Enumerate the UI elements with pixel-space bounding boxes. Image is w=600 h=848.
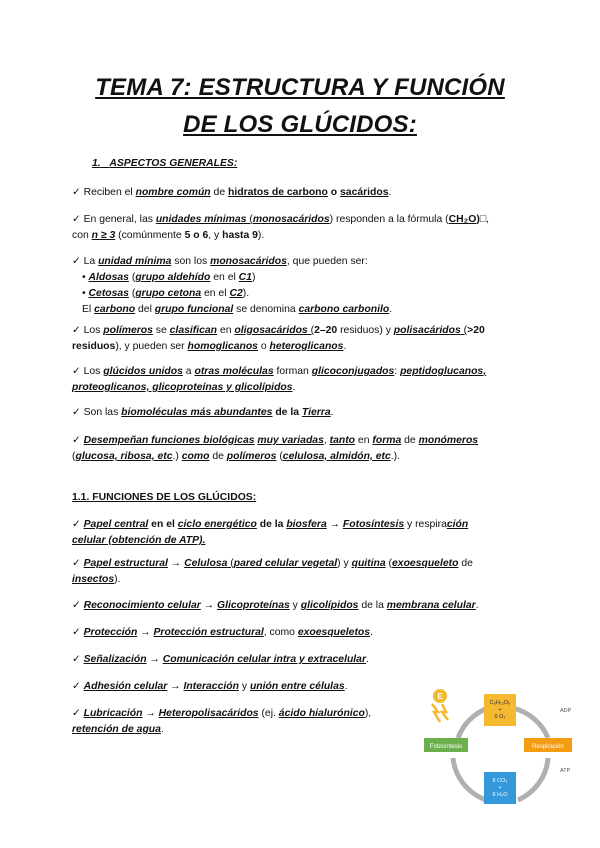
adp-label: ADP (560, 708, 572, 714)
arrow-icon: → (146, 654, 163, 665)
formula: CH₂O (448, 214, 477, 225)
section-number: 1. (92, 158, 101, 169)
function-lubricacion (72, 706, 412, 738)
term: Lubricación (83, 708, 143, 719)
text: . (389, 304, 393, 315)
paragraph-polimeros (72, 323, 542, 355)
energy-cycle-diagram (418, 688, 580, 834)
text: de (401, 435, 419, 446)
page-title-line-1: TEMA 7: ESTRUCTURA Y FUNCIÓN (95, 74, 505, 101)
text: ( (128, 288, 136, 299)
term: insectos (72, 574, 115, 585)
text: de la (358, 600, 387, 611)
term: tanto (329, 435, 356, 446)
term: Reconocimiento celular (83, 600, 201, 611)
text: de (458, 558, 473, 569)
check-icon: ✓ (72, 627, 81, 638)
term: biomoléculas más abundantes (121, 407, 273, 418)
term: exoesqueleto (392, 558, 459, 569)
function-reconocimiento (72, 598, 542, 614)
text: El (82, 304, 95, 315)
carbonilo-line (72, 302, 542, 318)
term: biosfera (286, 519, 327, 530)
respiration-label: Respiración (532, 744, 564, 750)
text: , y (208, 230, 223, 241)
bullet-icon: • (82, 288, 89, 299)
text: con (72, 230, 92, 241)
term: Tierra (301, 407, 331, 418)
photosynthesis-box (424, 738, 468, 752)
text: , como (263, 627, 298, 638)
term: Heteropolisacáridos (158, 708, 259, 719)
text: ( (307, 325, 315, 336)
term: grupo cetona (135, 288, 202, 299)
text: y (289, 600, 301, 611)
term: Señalización (83, 654, 147, 665)
term: Papel central (83, 519, 149, 530)
text: ). (257, 230, 265, 241)
text: ), y pueden ser (115, 341, 188, 352)
term: proteoglicanos, glicoproteínas y glicolípidos (72, 382, 293, 393)
text: , (483, 366, 487, 377)
term: glicoconjugados (311, 366, 395, 377)
text: ). (114, 574, 121, 585)
term: grupo aldehído (135, 272, 211, 283)
term: Protección estructural (153, 627, 264, 638)
function-adhesion (72, 679, 412, 695)
term: grupo funcional (154, 304, 234, 315)
term: carbono (94, 304, 136, 315)
paragraph-monosacaridos (72, 254, 542, 318)
term: monómeros (418, 435, 479, 446)
term: Cetosas (88, 288, 129, 299)
term: polímeros (226, 451, 277, 462)
section-heading-1-1: 1.1. FUNCIONES DE LOS GLÚCIDOS: (72, 492, 257, 503)
term: Adhesión celular (83, 681, 168, 692)
co2-label: 6 CO₂ (492, 778, 508, 784)
text: ) (251, 272, 256, 283)
text: . (343, 341, 347, 352)
text: o (257, 341, 270, 352)
term: polisacáridos (393, 325, 461, 336)
text: del (135, 304, 155, 315)
text: . (388, 187, 392, 198)
term: unión entre células (249, 681, 345, 692)
term: sacáridos (340, 187, 389, 198)
bullet-icon: • (82, 272, 89, 283)
check-icon: ✓ (72, 519, 81, 530)
term: Desempeñan funciones biológicas (83, 435, 255, 446)
text: ( (276, 451, 283, 462)
text: son los (171, 256, 211, 267)
arrow-icon: → (167, 558, 185, 569)
text: Los (83, 366, 104, 377)
co2-box (484, 772, 516, 804)
text: en (355, 435, 373, 446)
list-item-aldosas (72, 270, 542, 286)
function-proteccion (72, 625, 542, 641)
text: ) (476, 214, 480, 225)
check-icon: ✓ (72, 681, 81, 692)
arrow-icon: → (167, 681, 184, 692)
paragraph-nombre (72, 185, 542, 201)
sun-label: E (437, 692, 443, 701)
term: Aldosas (88, 272, 129, 283)
text: .) (172, 451, 182, 462)
text: Son las (83, 407, 122, 418)
sun-icon (432, 689, 448, 722)
term: exoesqueletos (297, 627, 371, 638)
glucose-box (484, 694, 516, 726)
term: glucosa, ribosa, etc (75, 451, 173, 462)
text: ( (246, 214, 253, 225)
term: glicolípidos (300, 600, 359, 611)
function-ciclo-energetico (72, 517, 542, 549)
text: : (394, 366, 401, 377)
term: Interacción (183, 681, 239, 692)
text: y respira (404, 519, 447, 530)
section-heading-1 (92, 156, 562, 172)
function-senalizacion (72, 652, 542, 668)
text: (ej. (258, 708, 279, 719)
arrow-icon: → (200, 600, 217, 611)
term: unidad mínima (98, 256, 172, 267)
term: membrana celular (386, 600, 476, 611)
text: . (370, 627, 373, 638)
text: . (160, 724, 164, 735)
term: quitina (351, 558, 386, 569)
check-icon: ✓ (72, 600, 81, 611)
text: , que pueden ser: (286, 256, 368, 267)
text: de (209, 451, 227, 462)
term: Comunicación celular intra y extracelular (162, 654, 367, 665)
check-icon: ✓ (72, 366, 81, 377)
arrow-icon: → (137, 627, 154, 638)
term: C2 (229, 288, 243, 299)
text: o (327, 187, 341, 198)
check-icon: ✓ (72, 325, 81, 336)
arrow-icon: → (326, 519, 343, 530)
text: y (238, 681, 250, 692)
term: muy variadas (257, 435, 324, 446)
arrow-top-right (513, 708, 548, 738)
text: forman (273, 366, 312, 377)
term: clasifican (169, 325, 218, 336)
plus-label: + (498, 785, 502, 791)
text: >20 (467, 325, 485, 336)
text: La (83, 256, 99, 267)
plus-label: + (498, 707, 502, 713)
term: forma (372, 435, 402, 446)
text: , (323, 435, 330, 446)
check-icon: ✓ (72, 256, 81, 267)
text: en (217, 325, 235, 336)
text: en el (201, 288, 230, 299)
term: ción (446, 519, 469, 530)
text: ( (385, 558, 393, 569)
text: (comúnmente (115, 230, 185, 241)
text: ( (72, 451, 76, 462)
respiration-box (524, 738, 572, 752)
text: .). (390, 451, 401, 462)
term: peptidoglucanos (400, 366, 484, 377)
term: pared celular vegetal (233, 558, 338, 569)
text: Los (83, 325, 104, 336)
text: . (366, 654, 369, 665)
function-estructural (72, 556, 542, 588)
text: en el (148, 519, 178, 530)
arrow-bottom-right (518, 758, 548, 800)
text: de la (256, 519, 287, 530)
text: ) y (337, 558, 352, 569)
text: residuos) y (337, 325, 394, 336)
paragraph-formula (72, 212, 542, 244)
text: ) responden a la fórmula ( (329, 214, 449, 225)
arrow-bottom-left (453, 758, 486, 800)
check-icon: ✓ (72, 435, 81, 446)
text: En general, las (83, 214, 156, 225)
text: ( (227, 558, 234, 569)
text: Reciben el (83, 187, 136, 198)
check-icon: ✓ (72, 654, 81, 665)
term: hidratos de carbono (228, 187, 328, 198)
check-icon: ✓ (72, 214, 81, 225)
term: monosacáridos (252, 214, 330, 225)
term: Celulosa (184, 558, 228, 569)
check-icon: ✓ (72, 558, 81, 569)
text: se (152, 325, 170, 336)
term: Fotosíntesis (342, 519, 405, 530)
text: , (486, 214, 489, 225)
term: C1 (238, 272, 252, 283)
text: . (475, 600, 479, 611)
term: celulosa, almidón, etc (282, 451, 391, 462)
photosynthesis-label: Fotosíntesis (429, 744, 463, 750)
paragraph-funciones (72, 433, 542, 465)
text: ), (364, 708, 372, 719)
term: como (181, 451, 210, 462)
text: en el (210, 272, 239, 283)
text: a (182, 366, 195, 377)
page-title-line-2: DE LOS GLÚCIDOS: (183, 111, 417, 138)
check-icon: ✓ (72, 407, 81, 418)
glucose-label: C₆H₁₂O₆ (489, 700, 511, 706)
term: retención de agua (72, 724, 161, 735)
oxygen-label: 6 O₂ (494, 714, 506, 720)
text: hasta 9 (222, 230, 258, 241)
atp-label: ATP (560, 768, 571, 774)
text: ( (128, 272, 136, 283)
text: 2–20 (314, 325, 338, 336)
term: ciclo energético (177, 519, 257, 530)
term: n ≥ 3 (91, 230, 116, 241)
text: se denomina (233, 304, 299, 315)
text: ). (242, 288, 250, 299)
text: 5 o 6 (184, 230, 209, 241)
term: Glicoproteínas (217, 600, 290, 611)
arrow-icon: → (142, 708, 159, 719)
arrow-top-left (458, 708, 488, 738)
check-icon: ✓ (72, 187, 81, 198)
term: Papel estructural (83, 558, 168, 569)
paragraph-glicoconjugados (72, 364, 542, 396)
text: ( (460, 325, 468, 336)
text: de la (272, 407, 302, 418)
term: Protección (83, 627, 138, 638)
term: monosacáridos (210, 256, 287, 267)
term: glúcidos unidos (103, 366, 183, 377)
term: celular (obtención de ATP). (72, 535, 206, 546)
text: de (210, 187, 228, 198)
check-icon: ✓ (72, 708, 81, 719)
text: . (330, 407, 334, 418)
text: residuos (72, 341, 116, 352)
term: ácido hialurónico (278, 708, 365, 719)
missing-glyph: □ (479, 214, 487, 225)
term: carbono carbonilo (298, 304, 390, 315)
section-label: ASPECTOS GENERALES: (109, 158, 238, 169)
term: polímeros (103, 325, 153, 336)
paragraph-abundantes (72, 405, 542, 421)
list-item-cetosas (72, 286, 542, 302)
term: heteroglicanos (269, 341, 344, 352)
term: oligosacáridos (234, 325, 308, 336)
text: . (292, 382, 296, 393)
water-label: 6 H₂O (492, 792, 508, 798)
term: nombre común (135, 187, 211, 198)
text: . (344, 681, 348, 692)
term: unidades mínimas (155, 214, 247, 225)
term: homoglicanos (187, 341, 258, 352)
term: otras moléculas (194, 366, 274, 377)
